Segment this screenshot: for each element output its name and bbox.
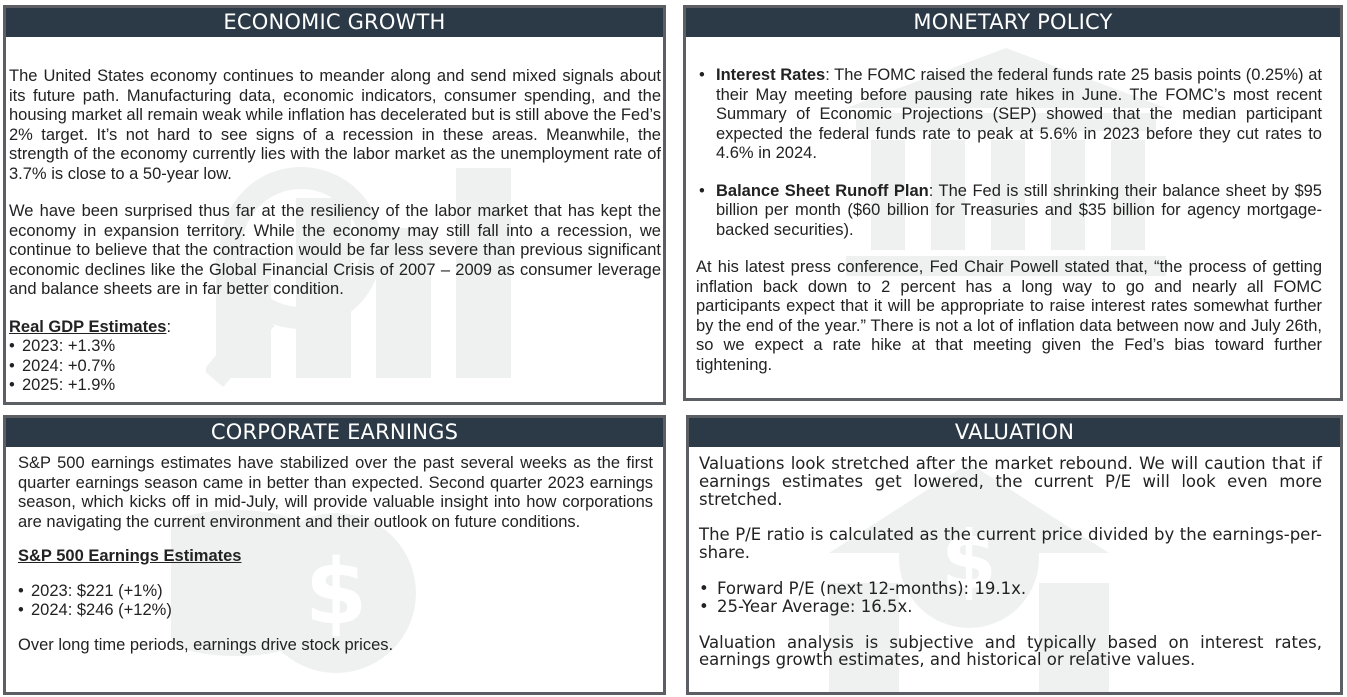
monetary-policy-title: MONETARY POLICY bbox=[686, 8, 1340, 37]
corporate-earnings-panel bbox=[3, 415, 666, 695]
list-item: • 2023: $221 (+1%) bbox=[18, 582, 653, 602]
list-item: • 25-Year Average: 16.5x. bbox=[699, 598, 1322, 616]
economic-growth-panel bbox=[3, 5, 666, 405]
valuation-list bbox=[699, 580, 1322, 616]
balance-sheet-runoff-item: • Balance Sheet Runoff Plan: The Fed is still shrinking their balance sheet by $95 billion per month ($60 billion for Treasuries and $35 billion for agency mortgage-backed securities). bbox=[696, 182, 1322, 241]
valuation-title: VALUATION bbox=[689, 418, 1340, 447]
list-item: • 2024: $246 (+12%) bbox=[18, 601, 653, 621]
monetary-policy-panel bbox=[683, 5, 1343, 401]
valuation-paragraph-3: Valuation analysis is subjective and typically based on interest rates, earnings growth estimates, and historical or relative values. bbox=[699, 632, 1322, 670]
gdp-estimates-list bbox=[9, 337, 661, 396]
svg-text:$: $ bbox=[304, 540, 368, 645]
valuation-paragraph-1: Valuations look stretched after the market rebound. We will caution that if earnings estimates get lowered, the current P/E will look even more stretched. bbox=[699, 454, 1322, 509]
list-item: • 2023: +1.3% bbox=[9, 337, 661, 357]
gdp-estimates-heading: Real GDP Estimates: bbox=[9, 317, 172, 336]
interest-rates-item: • Interest Rates: The FOMC raised the federal funds rate 25 basis points (0.25%) at their May meeting before pausing rate hikes in June. The FOMC’s most recent Summary of Economic Projections (SEP) showed that the median participant expected the federal funds rate to peak at 5.6% in 2023 before they cut rates to 4.6% in 2024. bbox=[696, 66, 1322, 164]
valuation-paragraph-2: The P/E ratio is calculated as the current price divided by the earnings-per-share. bbox=[699, 525, 1322, 563]
economic-growth-title: ECONOMIC GROWTH bbox=[6, 8, 663, 37]
earnings-estimates-heading: S&P 500 Earnings Estimates bbox=[18, 547, 242, 565]
list-item: • Forward P/E (next 12-months): 19.1x. bbox=[699, 580, 1322, 598]
monetary-policy-paragraph: At his latest press conference, Fed Chair Powell stated that, “the process of getting inflation back down to 2 percent has a long way to go and nearly all FOMC participants expect that it will be appropriate to raise interest rates somewhat further by the end of the year.” There is not a lot of inflation data between now and July 26th, so we expect a rate hike at that meeting given the Fed’s bias toward further tightening. bbox=[696, 258, 1322, 374]
corporate-earnings-paragraph-2: Over long time periods, earnings drive stock prices. bbox=[18, 635, 394, 654]
list-item: • 2025: +1.9% bbox=[9, 376, 661, 396]
corporate-earnings-title: CORPORATE EARNINGS bbox=[6, 418, 663, 447]
valuation-panel bbox=[686, 415, 1343, 695]
corporate-earnings-paragraph-1: S&P 500 earnings estimates have stabilized over the past several weeks as the first quarter earnings season came in better than expected. Second quarter 2023 earnings season, which kicks off in mid-July, will provide valuable insight into how corporations are navigating the current environment and their outlook on future conditions. bbox=[18, 454, 653, 531]
economic-growth-paragraph-1: The United States economy continues to meander along and send mixed signals about its future path. Manufacturing data, economic indicators, consumer spending, and the housing market all remain weak while inflation has decelerated but is still above the Fed’s 2% target. It’s not hard to see signs of a recession in these areas. Meanwhile, the strength of the economy currently lies with the labor market as the unemployment rate of 3.7% is close to a 50-year low. bbox=[9, 67, 661, 183]
earnings-estimates-list bbox=[18, 582, 653, 621]
svg-text:$: $ bbox=[941, 514, 997, 607]
list-item: • 2024: +0.7% bbox=[9, 357, 661, 377]
economic-growth-paragraph-2: We have been surprised thus far at the resiliency of the labor market that has kept the economy in expansion territory. While the economy may still fall into a recession, we continue to believe that the contraction would be far less severe than previous significant economic declines like the Global Financial Crisis of 2007 – 2009 as consumer leverage and balance sheets are in far better condition. bbox=[9, 202, 661, 298]
